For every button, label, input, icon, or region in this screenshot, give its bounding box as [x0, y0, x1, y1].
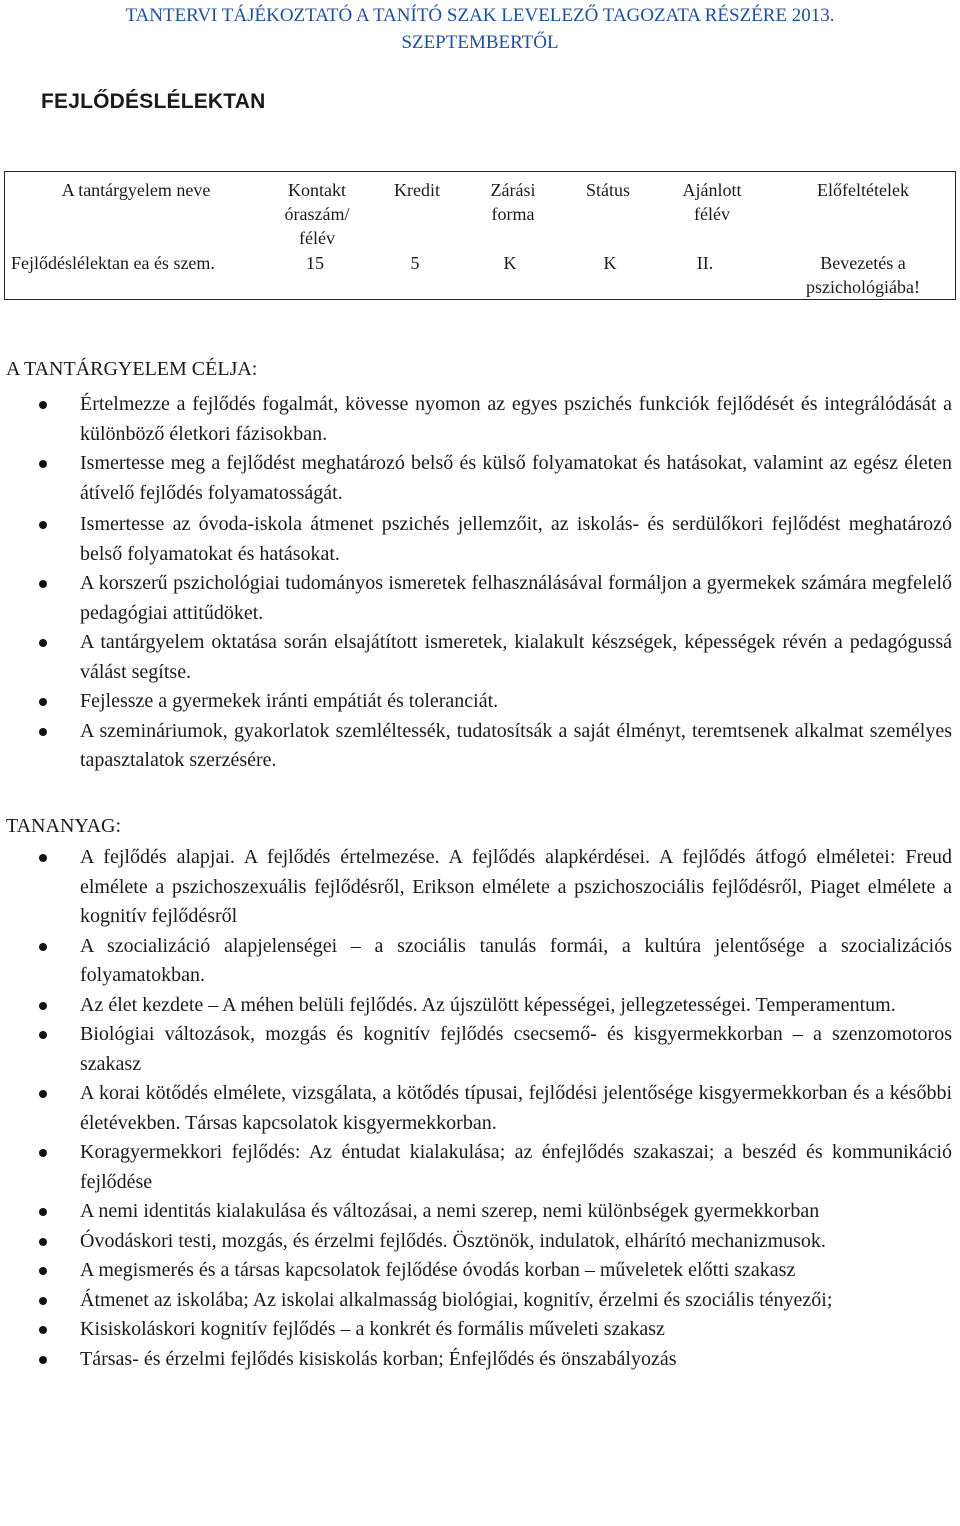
- row-name: Fejlődéslélektan ea és szem.: [11, 253, 215, 273]
- list-item: A tantárgyelem oktatása során elsajátított ismeretek, kialakult készségek, képességek révén a pedagógussá válást segítse.: [0, 628, 960, 687]
- bullet-icon: [39, 728, 47, 736]
- document-header: [0, 2, 960, 56]
- list-item: A fejlődés alapjai. A fejlődés értelmezése. A fejlődés alapkérdései. A fejlődés átfogó elméletei: Freud elmélete a pszichoszexuális fejlődésről, Erikson elmélete a pszichoszociális fejlődésről, Piaget elmélete a kognitív fejlődésről: [0, 843, 960, 932]
- header-exam: Zárási forma: [490, 180, 536, 224]
- list-item: Fejlessze a gyermekek iránti empátiát és toleranciát.: [0, 687, 960, 717]
- list-item: Kisiskoláskori kognitív fejlődés – a konkrét és formális műveleti szakasz: [0, 1315, 960, 1345]
- header-credit: Kredit: [394, 180, 440, 200]
- list-item: Értelmezze a fejlődés fogalmát, kövesse nyomon az egyes pszichés funkciók fejlődését és integrálódását a különböző életkori fázisokban.: [0, 390, 960, 449]
- header-line-2: SZEPTEMBERTŐL: [401, 32, 559, 53]
- list-item: Biológiai változások, mozgás és kognitív fejlődés csecsemő- és kisgyermekkorban – a szenzomotoros szakasz: [0, 1020, 960, 1079]
- row-contact: 15: [306, 253, 324, 273]
- bullet-icon: [39, 1149, 47, 1157]
- list-item: A szocializáció alapjelenségei – a szociális tanulás formái, a kultúra jelentősége a szocializációs folyamatokban.: [0, 932, 960, 991]
- header-status: Státus: [585, 180, 630, 200]
- goals-list: [0, 390, 960, 776]
- bullet-icon: [39, 1208, 47, 1216]
- bullet-icon: [39, 1238, 47, 1246]
- bullet-icon: [39, 1090, 47, 1098]
- bullet-icon: [39, 1267, 47, 1275]
- row-status: K: [603, 253, 617, 273]
- bullet-icon: [39, 1356, 47, 1364]
- bullet-icon: [39, 943, 47, 951]
- goals-heading: A TANTÁRGYELEM CÉLJA:: [6, 358, 258, 380]
- course-table: [4, 171, 956, 300]
- bullet-icon: [39, 521, 47, 529]
- bullet-icon: [39, 401, 47, 409]
- row-exam: K: [503, 253, 517, 273]
- bullet-icon: [39, 1297, 47, 1305]
- header-name: A tantárgyelem neve: [61, 180, 211, 200]
- bullet-icon: [39, 580, 47, 588]
- list-item: Koragyermekkori fejlődés: Az éntudat kialakulása; az énfejlődés szakaszai; a beszéd és kommunikáció fejlődése: [0, 1138, 960, 1197]
- list-item: Az élet kezdete – A méhen belüli fejlődés. Az újszülött képességei, jellegzetességei. Temperamentum.: [0, 991, 960, 1021]
- list-item: A nemi identitás kialakulása és változásai, a nemi szerep, nemi különbségek gyermekkorban: [0, 1197, 960, 1227]
- list-item: A korszerű pszichológiai tudományos ismeretek felhasználásával formáljon a gyermekek számára megfelelő pedagógiai attitűdöket.: [0, 569, 960, 628]
- bullet-icon: [39, 460, 47, 468]
- list-item: A szemináriumok, gyakorlatok szemléltessék, tudatosítsák a saját élményt, teremtsenek alkalmat személyes tapasztalatok szerzésére.: [0, 717, 960, 776]
- row-prereq: Bevezetés a pszichológiába!: [806, 253, 920, 297]
- row-semester: II.: [696, 253, 714, 273]
- list-item: Óvodáskori testi, mozgás, és érzelmi fejlődés. Ösztönök, indulatok, elhárító mechanizmusok.: [0, 1227, 960, 1257]
- header-line-1: TANTERVI TÁJÉKOZTATÓ A TANÍTÓ SZAK LEVELEZŐ TAGOZATA RÉSZÉRE 2013.: [125, 5, 835, 26]
- header-semester: Ajánlott félév: [682, 180, 742, 224]
- bullet-icon: [39, 1326, 47, 1334]
- list-item: A korai kötődés elmélete, vizsgálata, a kötődés típusai, fejlődési jelentősége kisgyermekkorban és a későbbi életévekben. Társas kapcsolatok kisgyermekkorban.: [0, 1079, 960, 1138]
- syllabus-list: [0, 843, 960, 1374]
- list-item: A megismerés és a társas kapcsolatok fejlődése óvodás korban – műveletek előtti szakasz: [0, 1256, 960, 1286]
- list-item: Ismertesse az óvoda-iskola átmenet pszichés jellemzőit, az iskolás- és serdülőkori fejlődést meghatározó belső folyamatokat és hatásokat.: [0, 510, 960, 569]
- bullet-icon: [39, 1002, 47, 1010]
- list-item: Ismertesse meg a fejlődést meghatározó belső és külső folyamatokat és hatásokat, valamint az egész életen átívelő fejlődés folyamatosságát.: [0, 449, 960, 508]
- header-prereq: Előfeltételek: [817, 180, 909, 200]
- bullet-icon: [39, 639, 47, 647]
- list-item: Társas- és érzelmi fejlődés kisiskolás korban; Énfejlődés és önszabályozás: [0, 1345, 960, 1375]
- header-contact: Kontakt óraszám/ félév: [284, 180, 350, 248]
- bullet-icon: [39, 698, 47, 706]
- syllabus-heading: TANANYAG:: [6, 815, 122, 837]
- list-item: Átmenet az iskolába; Az iskolai alkalmasság biológiai, kognitív, érzelmi és szociális tényezői;: [0, 1286, 960, 1316]
- bullet-icon: [39, 1031, 47, 1039]
- page-title: FEJLŐDÉSLÉLEKTAN: [41, 90, 266, 113]
- bullet-icon: [39, 854, 47, 862]
- row-credit: 5: [410, 253, 420, 273]
